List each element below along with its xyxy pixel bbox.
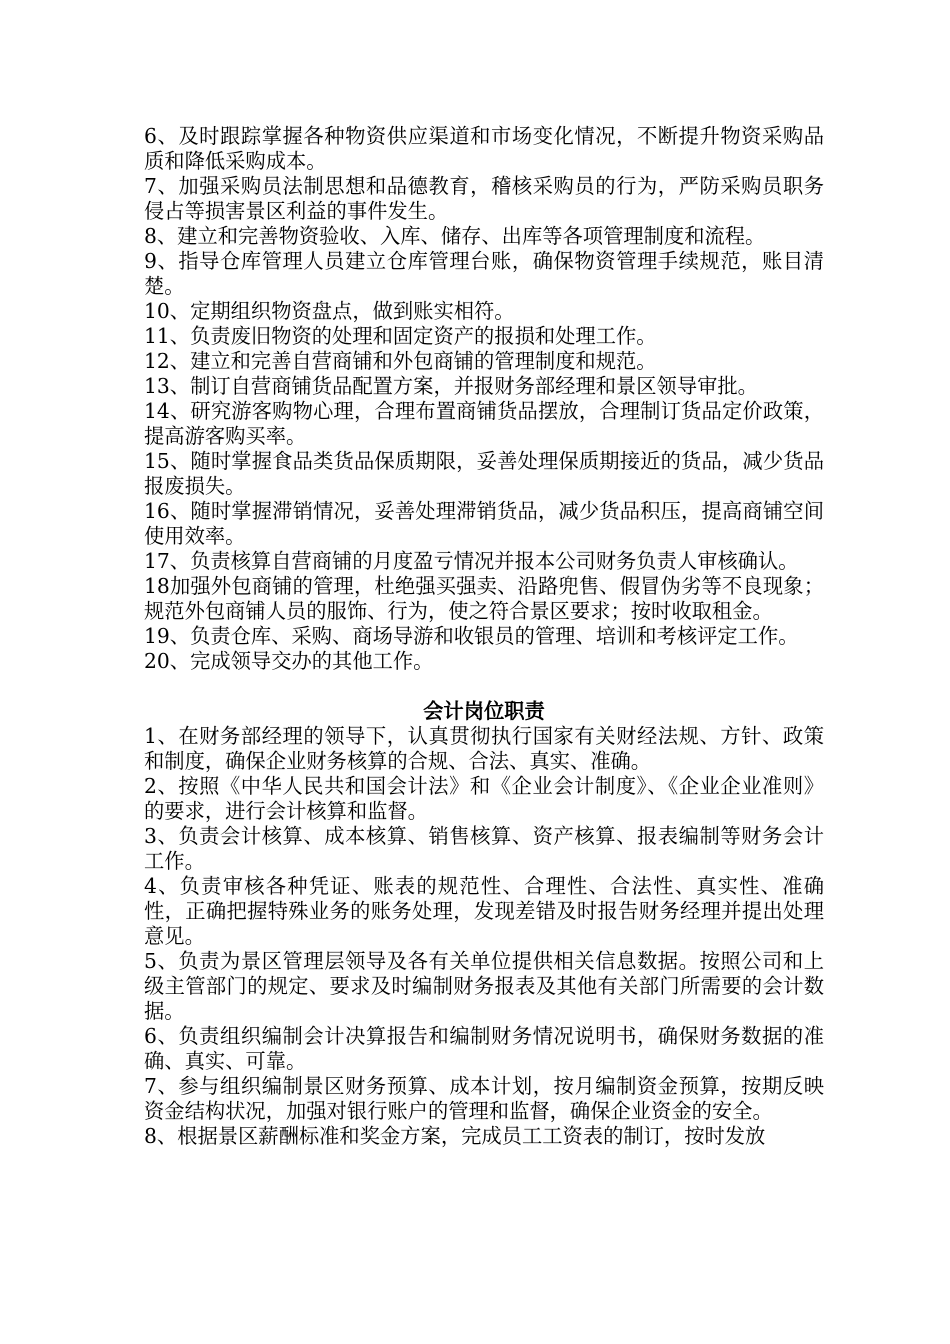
duty-item-8: 8、建立和完善物资验收、入库、储存、出库等各项管理制度和流程。 xyxy=(144,224,766,248)
duty-item-18: 18加强外包商铺的管理，杜绝强买强卖、沿路兜售、假冒伪劣等不良现象；规范外包商铺人员的服饰、行为，使之符合景区要求；按时收取租金。 xyxy=(144,574,824,623)
accounting-item-4: 4、负责审核各种凭证、账表的规范性、合理性、合法性、真实性、准确性，正确把握特殊业务的账务处理，发现差错及时报告财务经理并提出处理意见。 xyxy=(144,874,824,948)
duty-item-11: 11、负责废旧物资的处理和固定资产的报损和处理工作。 xyxy=(144,324,657,348)
accounting-item-6: 6、负责组织编制会计决算报告和编制财务情况说明书，确保财务数据的准确、真实、可靠。 xyxy=(144,1024,824,1073)
section-spacer xyxy=(144,674,824,699)
duty-item-7: 7、加强采购员法制思想和品德教育，稽核采购员的行为，严防采购员职务侵占等损害景区利益的事件发生。 xyxy=(144,174,824,223)
accounting-item-3: 3、负责会计核算、成本核算、销售核算、资产核算、报表编制等财务会计工作。 xyxy=(144,824,824,873)
duty-item-17: 17、负责核算自营商铺的月度盈亏情况并报本公司财务负责人审核确认。 xyxy=(144,549,799,573)
duty-item-16: 16、随时掌握滞销情况，妥善处理滞销货品，减少货品积压，提高商铺空间使用效率。 xyxy=(144,499,824,548)
accounting-item-2: 2、按照《中华人民共和国会计法》和《企业会计制度》、《企业企业准则》的要求，进行会计核算和监督。 xyxy=(144,774,824,823)
accounting-item-5: 5、负责为景区管理层领导及各有关单位提供相关信息数据。按照公司和上级主管部门的规定、要求及时编制财务报表及其他有关部门所需要的会计数据。 xyxy=(144,949,824,1023)
duty-item-15: 15、随时掌握食品类货品保质期限，妥善处理保质期接近的货品，减少货品报废损失。 xyxy=(144,449,824,498)
accounting-item-8: 8、根据景区薪酬标准和奖金方案，完成员工工资表的制订，按时发放 xyxy=(144,1124,766,1148)
duty-item-13: 13、制订自营商铺货品配置方案，并报财务部经理和景区领导审批。 xyxy=(144,374,758,398)
duty-item-20: 20、完成领导交办的其他工作。 xyxy=(144,649,434,673)
duty-item-14: 14、研究游客购物心理，合理布置商铺货品摆放，合理制订货品定价政策，提高游客购买率。 xyxy=(144,399,824,448)
accounting-item-1: 1、在财务部经理的领导下，认真贯彻执行国家有关财经法规、方针、政策和制度，确保企业财务核算的合规、合法、真实、准确。 xyxy=(144,724,824,773)
section-accounting-duties xyxy=(144,699,824,1149)
section-procurement-duties xyxy=(144,124,824,674)
duty-item-6: 6、及时跟踪掌握各种物资供应渠道和市场变化情况，不断提升物资采购品质和降低采购成本。 xyxy=(144,124,824,173)
duty-item-19: 19、负责仓库、采购、商场导游和收银员的管理、培训和考核评定工作。 xyxy=(144,624,799,648)
duty-item-9: 9、指导仓库管理人员建立仓库管理台账，确保物资管理手续规范，账目清楚。 xyxy=(144,249,824,298)
accounting-item-7: 7、参与组织编制景区财务预算、成本计划，按月编制资金预算，按期反映资金结构状况，加强对银行账户的管理和监督，确保企业资金的安全。 xyxy=(144,1074,824,1123)
duty-item-10: 10、定期组织物资盘点，做到账实相符。 xyxy=(144,299,515,323)
section-title: 会计岗位职责 xyxy=(423,699,545,723)
duty-item-12: 12、建立和完善自营商铺和外包商铺的管理制度和规范。 xyxy=(144,349,657,373)
document-page xyxy=(144,124,824,1149)
